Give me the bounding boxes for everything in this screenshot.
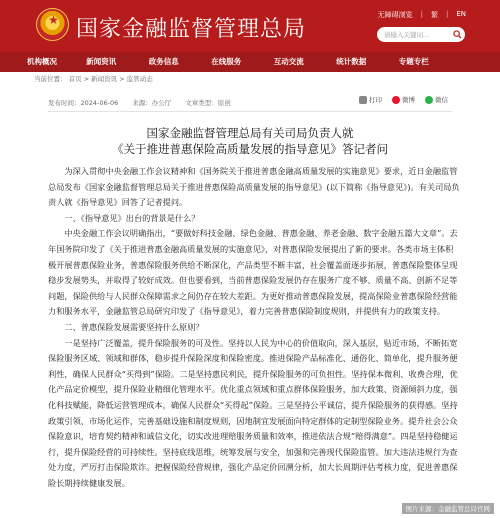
- article-title-line1: 国家金融监督管理总局有关司局负责人就: [146, 126, 354, 140]
- nav-item-government-info[interactable]: 政务信息: [148, 57, 179, 66]
- accessibility-link[interactable]: 无障碍浏览: [377, 11, 413, 19]
- breadcrumb[interactable]: 当前位置： 首页 > 新闻资讯 > 监管动态: [34, 75, 153, 83]
- nav-item-statistics[interactable]: 统计数据: [336, 57, 367, 66]
- article-body: [48, 164, 460, 491]
- print-button[interactable]: 打印: [359, 95, 382, 104]
- weibo-icon: [392, 96, 400, 104]
- main-nav: [0, 52, 500, 72]
- image-credit: 图片来源：金融监管总局官网: [402, 503, 495, 514]
- article-tools: [359, 95, 448, 104]
- paragraph: 为深入贯彻中央金融工作会议精神和《国务院关于推进普惠金融高质量发展的实施意见》要求，近日金融监管总局发布《国家金融监督管理总局关于推进普惠保险高质量发展的指导意见》(以下简称《指导意见》)。有关司局负责人就《指导意见》回答了记者提问。: [48, 166, 460, 208]
- search-input[interactable]: 请输入关键词...: [377, 27, 465, 42]
- paragraph: 一是坚持广泛覆盖，提升保险服务的可及性。坚持以人民为中心的价值取向，深入基层，贴近市场，不断拓宽保险服务区域、领域和群体，稳步提升保险深度和保险密度。推进保险产品标准化、通俗化、简单化，提升服务便利性，确保人民群众“买得到”保险。二是坚持惠民利民，提升保险服务的可负担性。坚持保本微利、收费合理，优化产品定价模型，提升保险业精细化管理水平。优化重点领域和重点群体保险服务，加大政策、资源倾斜力度，强化科技赋能，降低运营管理成本，确保人民群众“买得起”保险。三是坚持公平诚信，提升保险服务的获得感。坚持政策引领、市场化运作，完善基础设施和制度规则，因地制宜发展面向特定群体的定制型保险业务。提升社会公众保险意识，培育契约精神和诚信文化，切实改进理赔服务质量和效率，推进依法合规“赔得满意”。四是坚持稳健运行，提升保险经营的可持续性。坚持底线思维，统筹发展与安全，加强和完善现代保险监管。加大违法违规行为查处力度，严厉打击保险欺诈。把握保险经营规律，强化产品定价回溯分析，加大长周期评估考核力度，促进普惠保险长期持续健康发展。: [48, 337, 458, 488]
- paragraph: 中央金融工作会议明确指出，“要做好科技金融、绿色金融、普惠金融、养老金融、数字金融五篇大文章”。去年国务院印发了《关于推进普惠金融高质量发展的实施意见》，对普惠保险发展提出了新的要求。各类市场主体积极开展普惠保险业务，普惠保险服务供给不断深化，产品类型不断丰富，社会覆盖面逐步拓展，普惠保险整体呈现稳步发展势头，并取得了较好成效。但也要看到，当前普惠保险发展仍存在服务广度不够、质量不高、创新不足等问题，保险供给与人民群众保障需求之间仍存在较大差距。为更好推动普惠保险发展，提高保险业普惠保险经营能力和服务水平，金融监管总局研究印发了《指导意见》，着力完善普惠保险制度规则，并提供有力的政策支持。: [48, 228, 458, 317]
- top-links: 无障碍浏览 | 繁 | EN: [377, 10, 466, 19]
- article-type: 文章类型：原创: [185, 99, 231, 107]
- article-panel: [30, 88, 470, 518]
- nav-item-news[interactable]: 新闻资讯: [86, 57, 117, 66]
- section-heading: 一、《指导意见》出台的背景是什么？: [64, 212, 200, 223]
- publish-time: 发布时间：2024-06-06: [48, 99, 119, 107]
- national-emblem-icon: ★: [36, 8, 69, 41]
- print-icon: [359, 96, 367, 104]
- nav-item-online-service[interactable]: 在线服务: [211, 57, 242, 66]
- site-header: [0, 0, 500, 52]
- nav-item-interaction[interactable]: 互动交流: [273, 57, 304, 66]
- wechat-share-button[interactable]: 微信: [425, 95, 448, 104]
- article-title-line2: 《关于推进普惠保险高质量发展的指导意见》答记者问: [112, 142, 388, 156]
- weibo-share-button[interactable]: 微博: [392, 95, 415, 104]
- nav-item-about[interactable]: 机构概况: [27, 57, 57, 66]
- wechat-icon: [425, 96, 433, 104]
- section-heading: 二、普惠保险发展需要坚持什么原则？: [64, 321, 204, 332]
- nav-item-special-topics[interactable]: 专题专栏: [398, 57, 429, 66]
- site-title[interactable]: 国家金融监督管理总局: [76, 17, 307, 42]
- article-source: 来源：办公厅: [132, 99, 172, 107]
- divider: [48, 111, 452, 112]
- article-meta: [48, 98, 231, 107]
- english-link[interactable]: EN: [456, 10, 466, 18]
- traditional-chinese-link[interactable]: 繁: [430, 11, 438, 19]
- search-icon[interactable]: [453, 30, 462, 39]
